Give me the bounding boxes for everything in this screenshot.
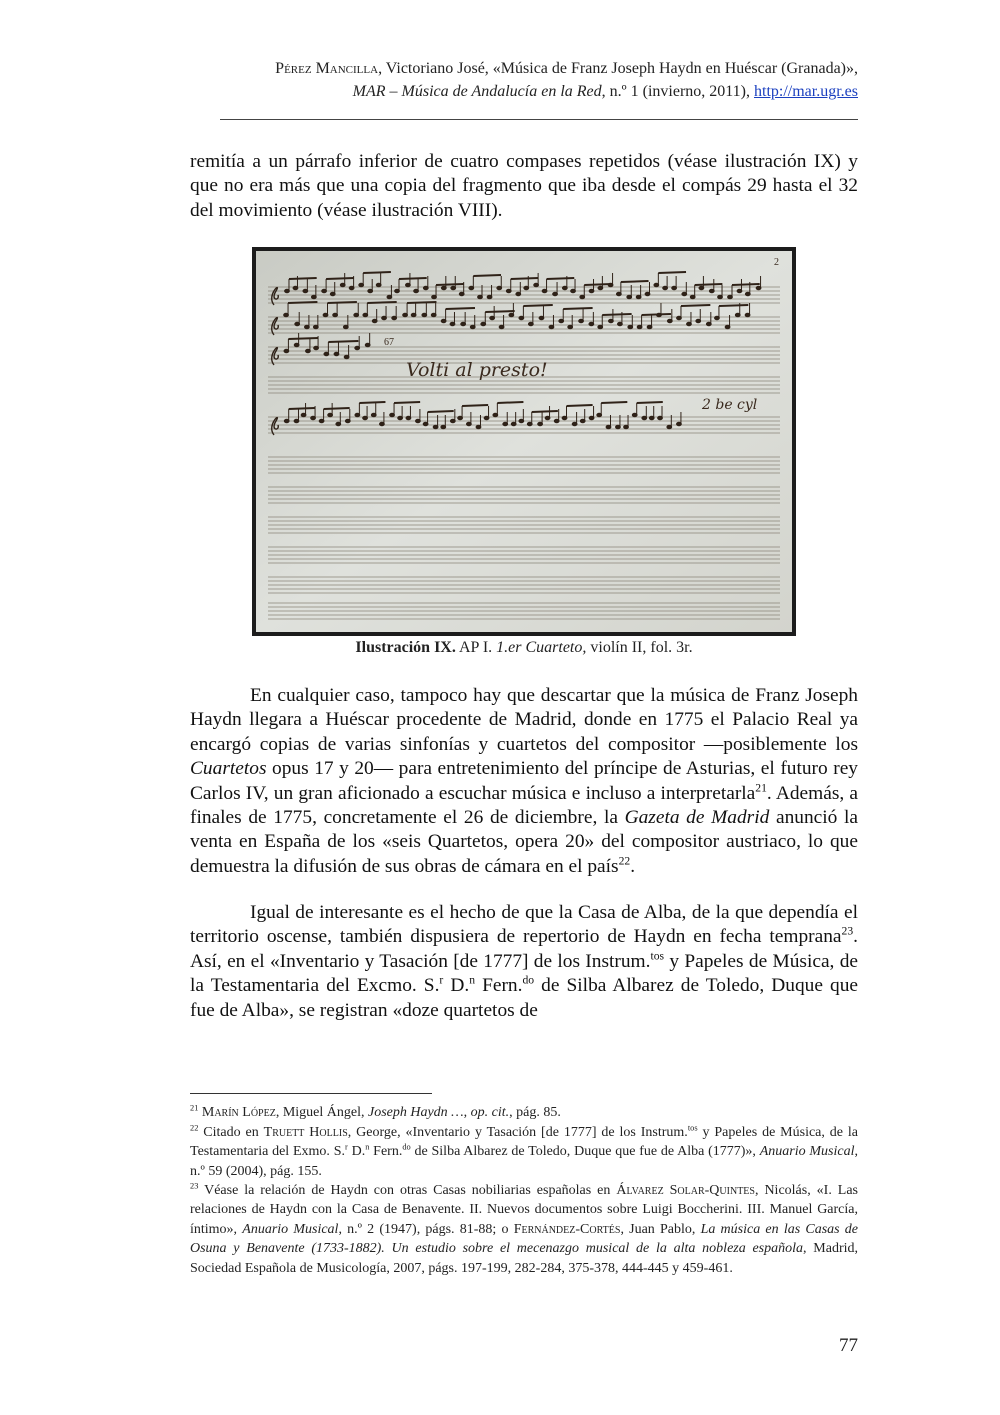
p3-text-f: de Silba Albarez de Toledo, Duque que fue de Alba», se registran «doze quartetos de (190, 975, 858, 1021)
paragraph-3 (190, 901, 858, 1023)
p2-text-b: opus 17 y 20— para entretenimiento del príncipe de Asturias, el futuro rey Carlos IV, un gran aficionado a escuchar música e incluso a interpretarla (190, 758, 858, 804)
footnote-21-text-c: , pág. 85. (509, 1105, 561, 1120)
footnote-22-author: Truett Hollis (263, 1125, 348, 1140)
footnote-22-text-b: , George, «Inventario y Tasación [de 1777] de los Instrum. (347, 1125, 688, 1140)
footnote-23-text-a: Véase la relación de Haydn con otras Casas nobiliarias españolas en (198, 1183, 617, 1198)
footnote-22-text-e: Fern. (369, 1144, 403, 1160)
footnote-21-title: Joseph Haydn … (367, 1105, 464, 1120)
footnote-22-text-g: , n.º 59 (2004), pág. 155. (190, 1144, 858, 1179)
caption-label: Ilustración IX. (355, 639, 456, 656)
caption-work: 1.er Cuarteto, (496, 639, 587, 656)
header-citation-line (190, 57, 858, 80)
p2-text-d: anunció la venta en España de los «seis Quartetos, opera 20» del compositor austriaco, lo que demuestra la difusión de sus obras de cámara en el país (190, 807, 858, 877)
manuscript-image (256, 251, 792, 632)
footnote-22-text-f: de Silba Albarez de Toledo, Duque que fue de Alba (1777)», (410, 1144, 760, 1160)
p3-sup-n: n (469, 973, 476, 987)
paragraph-2 (190, 684, 858, 879)
volti-annotation: Volti al presto! (406, 359, 548, 381)
manuscript-paper (256, 251, 792, 632)
measure-number: 67 (384, 337, 394, 348)
header-author: Pérez Mancilla (275, 60, 379, 77)
footnote-23-text-c: , n.º 2 (1947), págs. 81-88; o (338, 1221, 514, 1237)
footnote-23-title: La música en las Casas de Osuna y Benavente (1733-1882). Un estudio sobre el mecenazgo musical de la alta nobleza española (190, 1221, 858, 1257)
p3-text-a: Igual de interesante es el hecho de que la Casa de Alba, de la que dependía el territorio oscense, también dispusiera de repertorio de Haydn en fecha temprana (190, 902, 858, 948)
p2-text-a: En cualquier caso, tampoco hay que descartar que la música de Franz Joseph Haydn llegara a Huéscar procedente de Madrid, donde en 1775 el Palacio Real ya encargó copias de varias sinfonías y cuartetos del compositor —posiblemente los (190, 685, 858, 755)
footnote-23-text-b: , Nicolás, «I. Las relaciones de Haydn con la Casa de Benavente. II. Nuevos documentos sobre Luigi Boccherini. III. Manuel García, íntimo», (190, 1183, 858, 1237)
p2-text-e: . (630, 855, 636, 877)
footnote-23-author-1: Álvarez Solar-Quintes (616, 1183, 755, 1198)
footnote-21-opcit: op. cit. (470, 1105, 510, 1120)
p3-sup-tos: tos (650, 949, 665, 963)
manuscript-figure (252, 247, 796, 636)
folio-mark: 2 (774, 257, 779, 268)
header-issue: , n.º 1 (invierno, 2011), (601, 83, 754, 100)
paragraph-1: remitía a un párrafo inferior de cuatro compases repetidos (véase ilustración IX) y que no era más que una copia del fragmento que iba desde el compás 29 hasta el 32 del movimiento (véase ilustración VIII). (190, 151, 858, 221)
footnote-21-text-a: , Miguel Ángel, (275, 1105, 368, 1120)
footnote-23-number: 23 (190, 1181, 199, 1191)
header-journal: MAR – Música de Andalucía en la Red (352, 83, 602, 100)
footnote-22-number: 22 (190, 1123, 199, 1133)
footnote-rule (190, 1093, 432, 1094)
repeat-annotation: 2 be cyl (702, 397, 758, 413)
footnote-23-text-e: , Madrid, Sociedad Española de Musicología, 2007, págs. 197-199, 282-284, 375-378, 444-445 y 459-461. (190, 1241, 858, 1276)
figure-caption (190, 638, 858, 658)
p3-text-b: . Así, en el «Inventario y Tasación [de 1777] de los Instrum. (190, 926, 858, 972)
footnote-22 (190, 1123, 858, 1181)
footnote-22-sup-do: do (402, 1142, 411, 1152)
header-rule (220, 119, 858, 120)
footnote-22-text-c: y Papeles de Música, de la Testamentaria del Exmo. S. (190, 1125, 859, 1160)
page-number: 77 (839, 1335, 858, 1356)
footnote-22-sup-tos: tos (687, 1123, 698, 1133)
footnote-23-text-d: , Juan Pablo, (620, 1221, 701, 1237)
p3-text-c: y Papeles de Música, de la Testamentaria del Excmo. S. (190, 950, 858, 997)
footnote-21-text-b: , (463, 1105, 471, 1120)
footnote-21-author: Marín López (201, 1105, 276, 1120)
footnote-ref-22[interactable]: 22 (618, 854, 631, 868)
p3-sup-r: r (439, 973, 444, 987)
p3-text-e: Fern. (475, 975, 523, 997)
footnote-ref-23[interactable]: 23 (841, 924, 854, 938)
p2-italic-cuartetos: Cuartetos (190, 758, 267, 780)
footnote-22-sup-n: n (365, 1142, 370, 1152)
header-journal-line (190, 80, 858, 103)
footnote-22-journal: Anuario Musical (759, 1144, 855, 1160)
p2-text-c: . Además, a finales de 1775, concretamente el 26 de diciembre, la (190, 782, 859, 829)
footnote-22-text-a: Citado en (198, 1125, 264, 1140)
p3-sup-do: do (522, 973, 535, 987)
running-header (190, 57, 858, 103)
p3-text-d: D. (443, 975, 470, 997)
footnote-21-number: 21 (190, 1103, 199, 1113)
footnote-23-author-2: Fernández-Cortés (513, 1221, 621, 1237)
p2-italic-gazeta: Gazeta de Madrid (624, 807, 770, 829)
footnote-21 (190, 1103, 858, 1122)
caption-source: AP I. (455, 639, 497, 656)
footnote-23 (190, 1181, 858, 1278)
header-url-link[interactable]: http://mar.ugr.es (754, 83, 858, 100)
header-author-rest: , Victoriano José, «Música de Franz Joseph Haydn en Huéscar (Granada)», (378, 60, 858, 77)
footnote-22-text-d: D. (347, 1144, 366, 1160)
caption-rest: violín II, fol. 3r. (586, 639, 693, 656)
footnote-22-sup-r: r (345, 1142, 348, 1152)
footnote-ref-21[interactable]: 21 (755, 781, 767, 795)
footnote-23-journal: Anuario Musical (242, 1221, 339, 1237)
